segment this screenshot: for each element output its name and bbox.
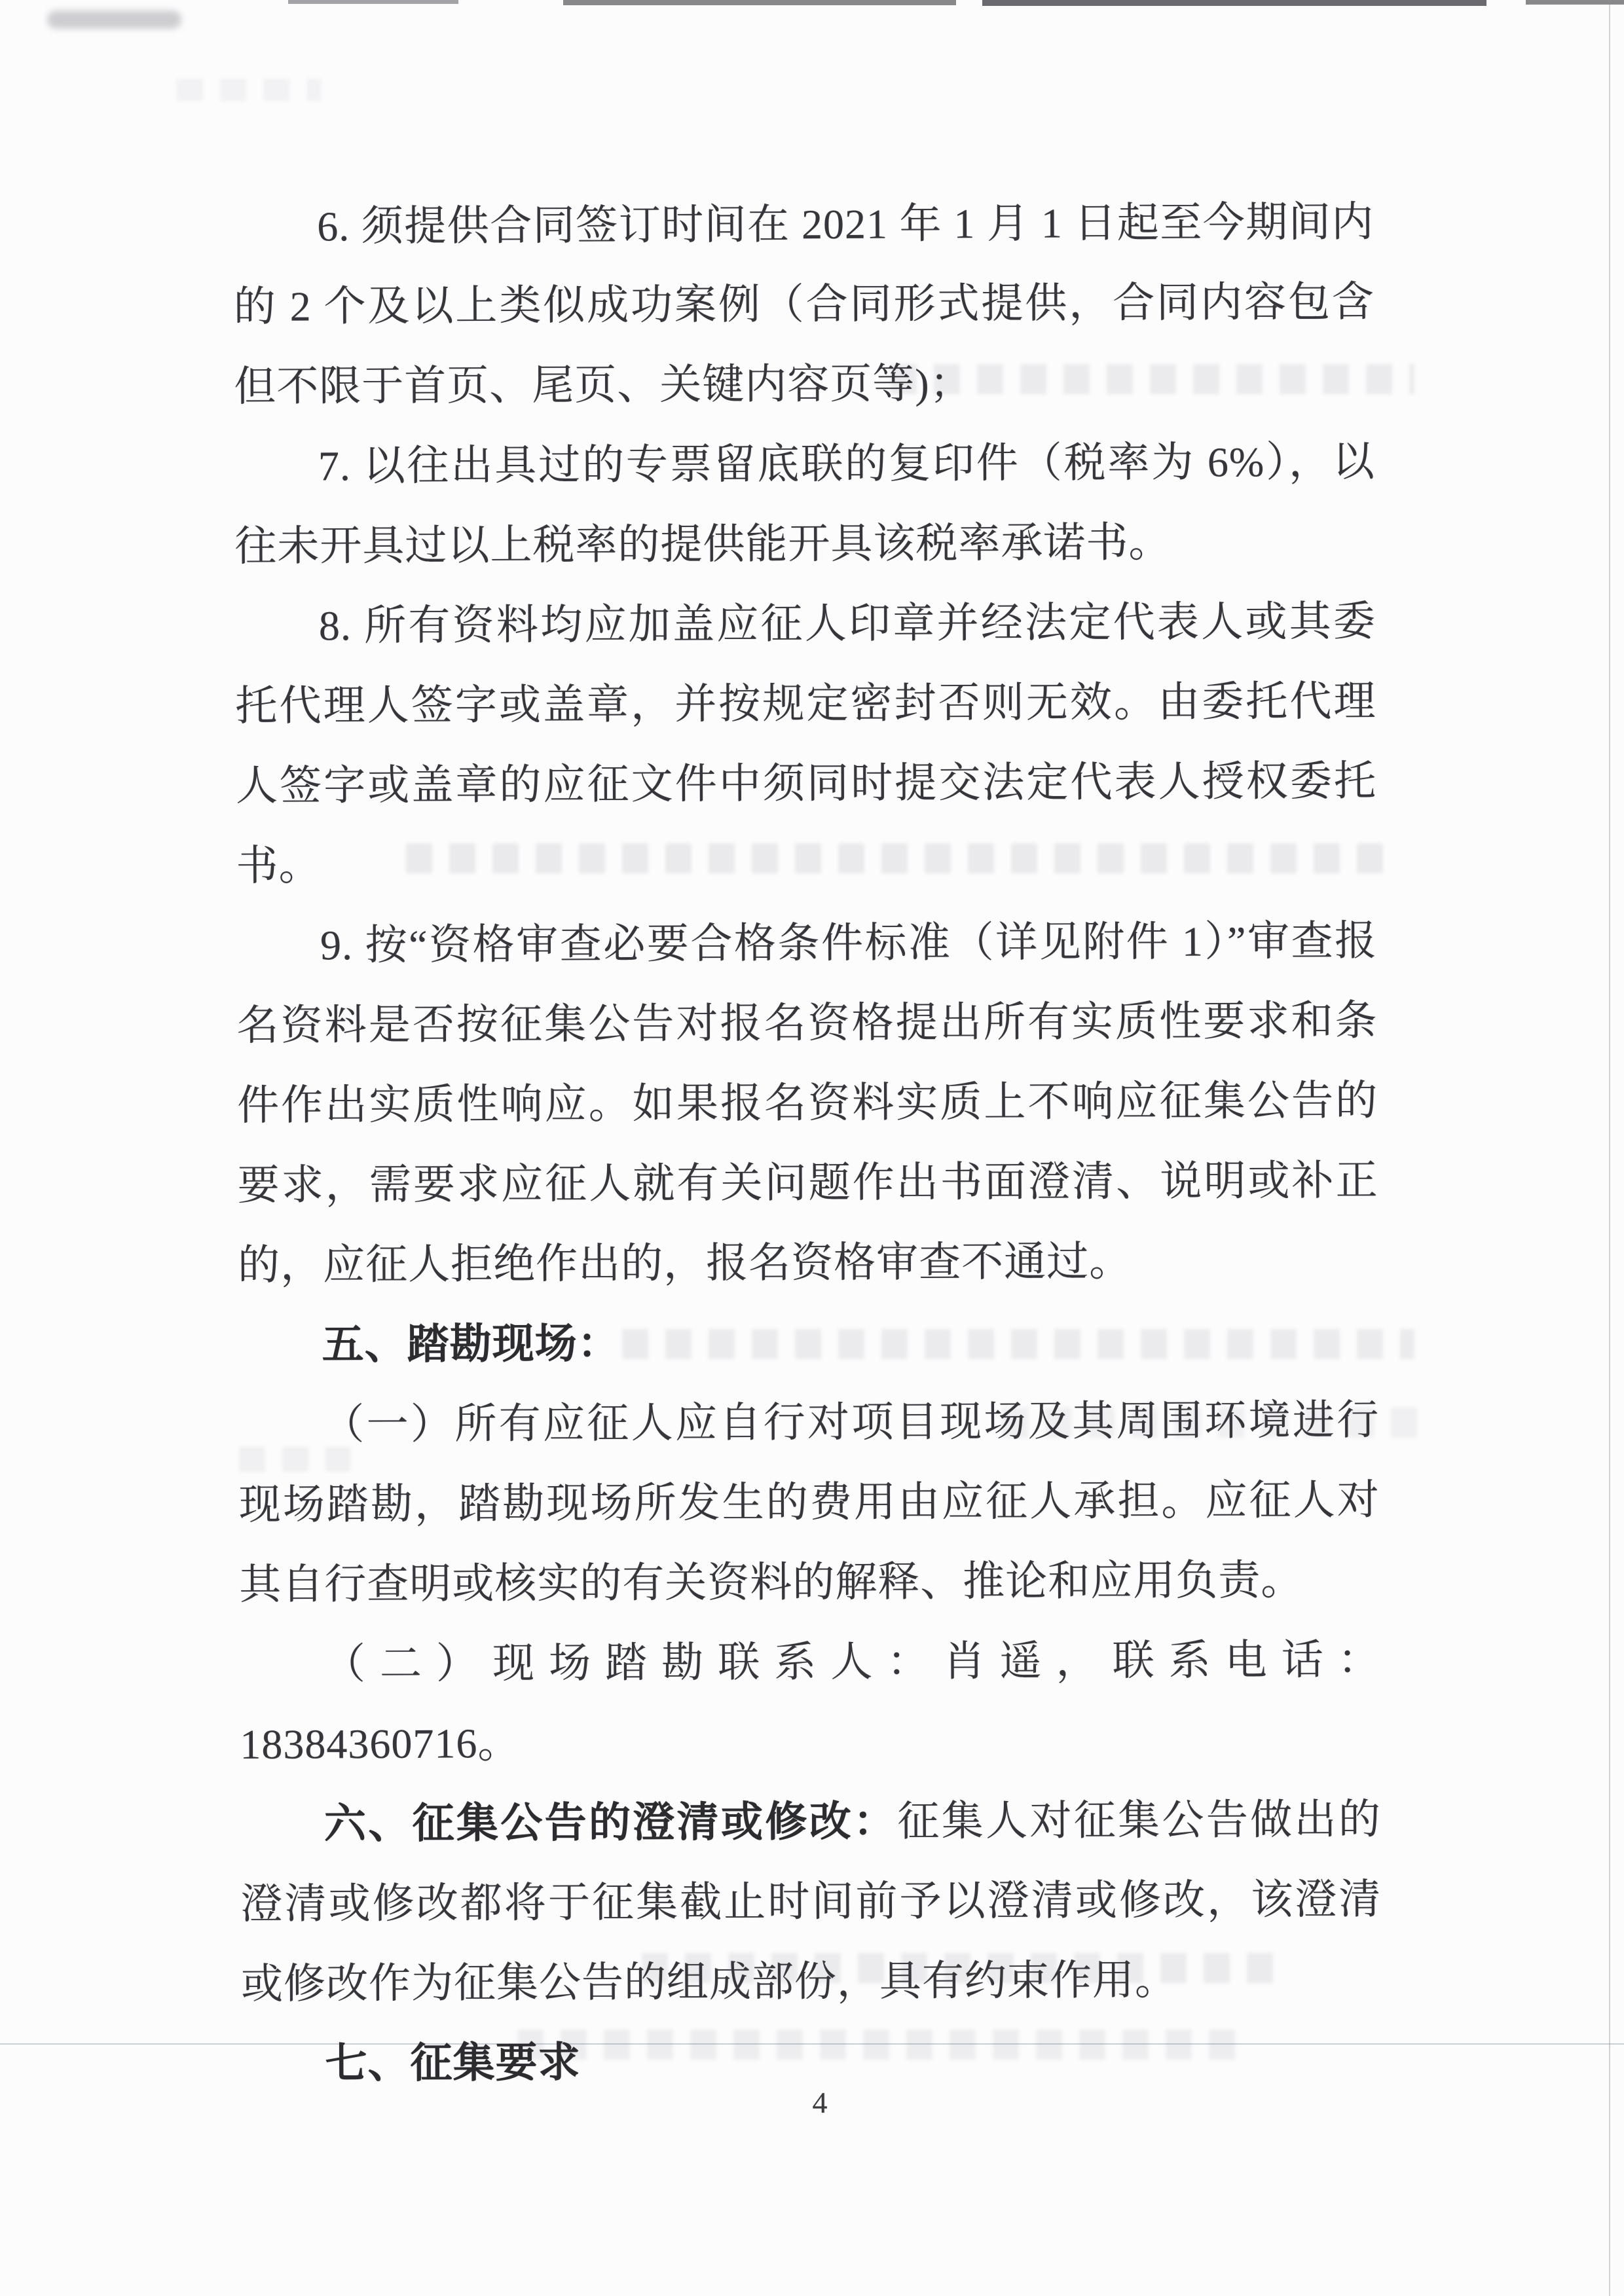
section-7-heading: 七、征集要求 xyxy=(325,2039,581,2087)
section-6-body: 征集人对征集公告做出的澄清或修改都将于征集截止时间前予以澄清或修改，该澄清或修改作为征集公告的组成部份，具有约束作用。 xyxy=(240,1796,1382,2007)
clause-item-8: 8. 所有资料均应加盖应征人印章并经法定代表人或其委托代理人签字或盖章，并按规定密封否则无效。由委托代理人签字或盖章的应征文件中须同时提交法定代表人授权委托书。 xyxy=(235,598,1377,889)
bleedthrough-artifact xyxy=(177,79,321,101)
document-body xyxy=(233,182,1382,2104)
section-5-heading: 五、踏勘现场： xyxy=(322,1320,620,1368)
section-5-item-2: （二）现场踏勘联系人：肖遥，联系电话：18384360716。 xyxy=(240,1636,1380,1768)
section-5-item-1: （一）所有应征人应自行对项目现场及其周围环境进行现场踏勘，踏勘现场所发生的费用由应征人承担。应征人对其自行查明或核实的有关资料的解释、推论和应用负责。 xyxy=(238,1396,1380,1608)
scan-top-edge-artifact xyxy=(288,0,458,4)
clause-item-9: 9. 按“资格审查必要合格条件标准（详见附件 1）”审查报名资料是否按征集公告对报名资格提出所有实质性要求和条件作出实质性响应。如果报名资料实质上不响应征集公告的要求，需要求应征人就有关问题作出书面澄清、说明或补正的，应征人拒绝作出的，报名资格审查不通过。 xyxy=(236,917,1378,1288)
clause-item-7: 7. 以往出具过的专票留底联的复印件（税率为 6%），以往未开具过以上税率的提供能开具该税率承诺书。 xyxy=(234,438,1375,570)
section-6-paragraph xyxy=(240,1779,1382,2024)
scan-smudge-artifact xyxy=(47,10,181,29)
clause-item-6: 6. 须提供合同签订时间在 2021 年 1 月 1 日起至今期间内的 2 个及以上类似成功案例（合同形式提供，合同内容包含但不限于首页、尾页、关键内容页等)； xyxy=(233,198,1375,410)
section-6-heading: 六、征集公告的澄清或修改： xyxy=(323,1798,898,1848)
scan-top-edge-artifact xyxy=(982,0,1486,6)
scan-vertical-line-artifact xyxy=(1609,0,1610,2296)
scan-top-edge-artifact xyxy=(563,0,956,5)
page-number: 4 xyxy=(812,2086,828,2119)
